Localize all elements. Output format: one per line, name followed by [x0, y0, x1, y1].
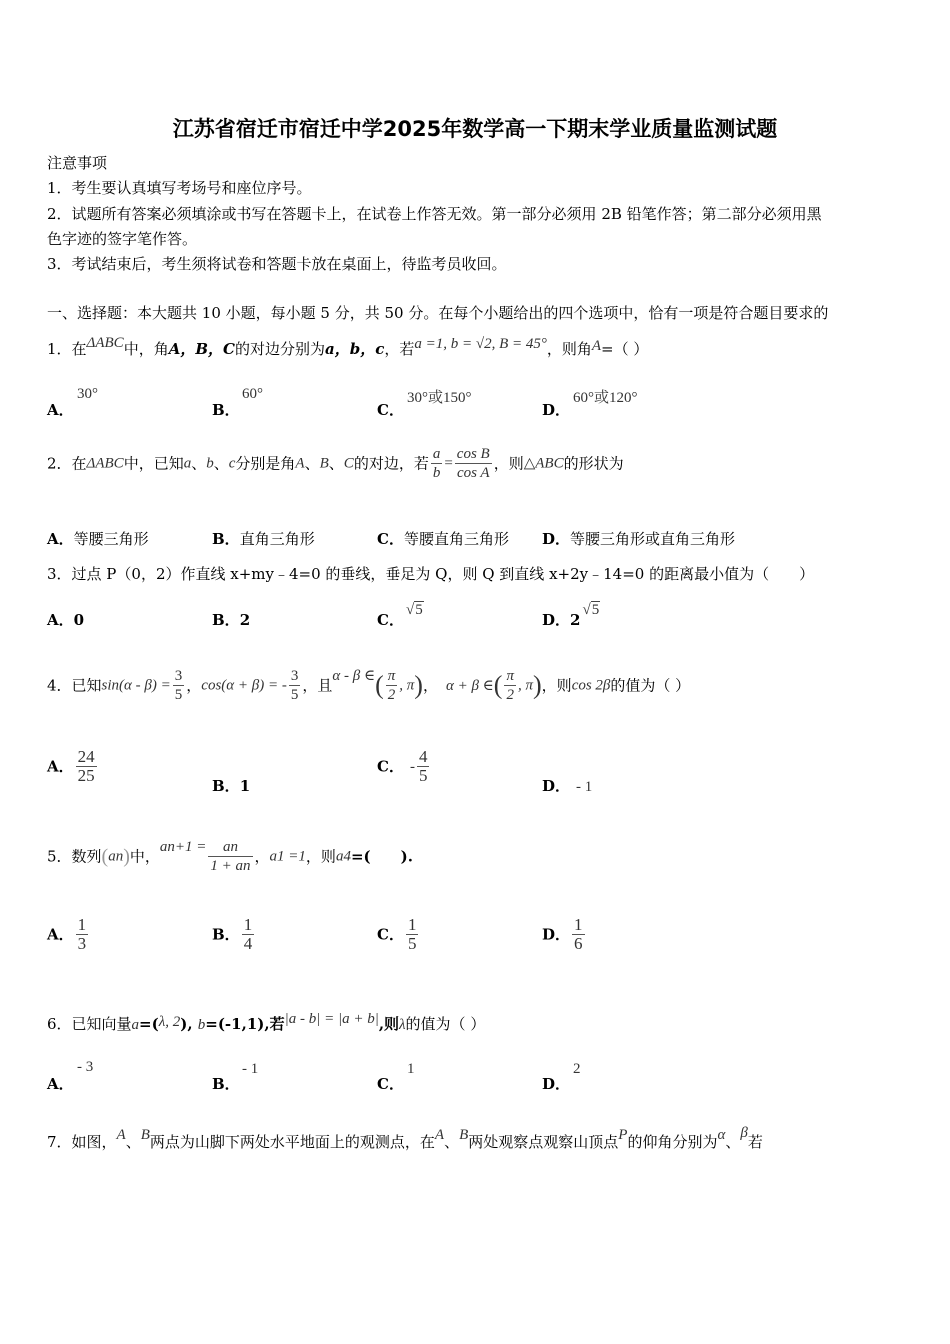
math-var: C	[343, 455, 354, 472]
math-vector: a	[131, 1017, 140, 1033]
math-triangle: ΔABC	[86, 335, 124, 351]
question-text: =( ).	[350, 847, 413, 866]
math-expression: α - β ∈	[332, 668, 376, 684]
separator: 、	[725, 1133, 741, 1151]
math-expression: a1 =1	[269, 848, 306, 865]
question-text: 两处观察点观察山顶点	[468, 1133, 619, 1151]
page-title: 江苏省宿迁市宿迁中学2025年数学高一下期末学业质量监测试题	[172, 117, 778, 141]
question-number: 1．在	[47, 340, 87, 358]
separator: ，	[254, 847, 270, 866]
question-text: 的对边，若	[353, 454, 429, 473]
math-expression: α + β ∈	[445, 677, 494, 694]
question-text: 的值为（ ）	[405, 1015, 486, 1033]
question-text: ，则	[305, 847, 336, 866]
notice-heading: 注意事项	[47, 154, 108, 172]
fraction: $\frac{\text{cos B}}{\text{cos A}}$	[456, 446, 490, 481]
question-text: 分别是角	[235, 454, 296, 473]
question-7	[47, 1125, 763, 1152]
question-text: 的形状为	[563, 454, 624, 473]
math-var: λ	[399, 1017, 406, 1033]
math-expression: , π	[517, 677, 533, 694]
math-var: α	[717, 1127, 726, 1143]
separator: 、	[328, 454, 344, 473]
question-number: 5．数列	[47, 847, 102, 866]
math-triangle: △ABC	[523, 455, 564, 472]
math-var: B	[140, 1127, 150, 1143]
separator: ，	[186, 676, 202, 695]
math-var: c	[228, 455, 236, 472]
question-text: =（ ）	[601, 340, 649, 358]
fraction: $\frac{\pi}{2}$	[387, 668, 396, 703]
question-1	[47, 335, 649, 359]
question-text: ，若	[384, 340, 415, 358]
fraction: $\frac{an}{1 + an}$	[210, 839, 251, 874]
notice-item: 2．试题所有答案必须填涂或书写在答题卡上，在试卷上作答无效。第一部分必须用 2B 铅笔作答；第二部分必须用黑	[47, 205, 822, 223]
fraction: $\frac{3}{5}$	[174, 668, 183, 703]
option-label: A．	[47, 1075, 74, 1093]
math-var: b	[206, 455, 214, 472]
option-label: B．	[212, 1075, 240, 1093]
option: A．0	[47, 611, 85, 629]
question-2	[47, 445, 624, 482]
option: B．直角三角形	[212, 530, 315, 548]
question-5: 5．数列(an)中，an+1 = $\frac{an}{1 + an}$ ，a1 =1，则a4=( ).	[47, 839, 413, 874]
notice-item: 1．考生要认真填写考场号和座位序号。	[47, 179, 312, 197]
question-4: 4．已知sin(α - β) = $\frac{3}{5}$ ，cos(α + β) = - $\frac{3}{5}$ ，且α - β ∈( $\frac{\pi}{2}$ , π)， α + β ∈( $\frac{\pi}{2}$ , π)，则cos 2β的值为（ ）	[47, 668, 691, 703]
question-text: =(-1,1),若	[205, 1015, 285, 1033]
option-label: A．	[47, 401, 74, 419]
math-var: A	[591, 338, 602, 354]
math-var: a	[183, 455, 192, 472]
option-value: 60°	[242, 386, 263, 402]
question-text: ),	[180, 1015, 198, 1033]
option-value: 60°或120°	[573, 390, 638, 406]
separator: ，	[422, 676, 438, 695]
question-text: 的仰角分别为	[627, 1133, 718, 1151]
math-angles: A，B，C	[168, 340, 235, 358]
separator: 、	[213, 454, 229, 473]
question-text: 的值为（ ）	[610, 676, 691, 695]
math-sequence: an	[108, 848, 124, 865]
math-expression: , π	[399, 677, 415, 694]
question-6	[47, 1013, 485, 1034]
option: C． - $\frac{4}{5}$	[377, 747, 428, 785]
option: D．等腰三角形或直角三角形	[542, 530, 736, 548]
option: C． $\frac{1}{5}$	[377, 915, 417, 953]
question-3: 3．过点 P（0，2）作直线 x+my﹣4=0 的垂线，垂足为 Q，则 Q 到直线 x+2y﹣14=0 的距离最小值为（ ）	[47, 565, 815, 583]
option: B．2	[212, 611, 251, 629]
math-var: P	[618, 1127, 628, 1143]
option-label: B．	[212, 401, 240, 419]
option-value: - 1	[242, 1061, 259, 1077]
separator: 、	[304, 454, 320, 473]
math-var: B	[459, 1127, 469, 1143]
fraction: $\frac{a}{b}$	[432, 446, 441, 481]
section-heading: 一、选择题：本大题共 10 小题，每小题 5 分，共 50 分。在每个小题给出的四个选项中，恰有一项是符合题目要求的	[47, 304, 829, 322]
math-var: A	[434, 1127, 445, 1143]
notice-item: 3．考试结束后，考生须将试卷和答题卡放在桌面上，待监考员收回。	[47, 255, 507, 273]
option: D． $\frac{1}{6}$	[542, 915, 583, 953]
math-triangle: ΔABC	[86, 455, 124, 472]
option-value: 30°或150°	[407, 390, 472, 406]
question-text: 中，角	[123, 340, 169, 358]
fraction: $\frac{3}{5}$	[290, 668, 299, 703]
option: A． $\frac{24}{25}$	[47, 747, 95, 785]
math-condition: |a - b| = |a + b|	[284, 1011, 379, 1027]
math-expression: λ, 2	[158, 1014, 181, 1030]
option: A． $\frac{1}{3}$	[47, 915, 87, 953]
option-label: D．	[542, 1075, 571, 1093]
option: B． $\frac{1}{4}$	[212, 915, 253, 953]
separator: 、	[125, 1133, 141, 1151]
math-condition: a =1, b = √2, B = 45°	[414, 336, 547, 352]
math-expression: an+1 =	[159, 839, 207, 855]
math-var: A	[295, 455, 305, 472]
fraction: $\frac{\pi}{2}$	[506, 668, 514, 703]
separator: 、	[191, 454, 207, 473]
question-text: ，则角	[546, 340, 592, 358]
notice-item: 色字迹的签字笔作答。	[47, 230, 198, 248]
option: D． - 1	[542, 777, 593, 795]
math-vector: b	[197, 1017, 206, 1033]
option-label: C．	[377, 1075, 404, 1093]
option-label: C．	[377, 401, 404, 419]
option-value: - 3	[77, 1059, 94, 1075]
question-number: 2．在	[47, 454, 87, 473]
option-value: 2	[573, 1061, 581, 1077]
question-text: 两点为山脚下两处水平地面上的观测点，在	[149, 1133, 435, 1151]
math-var: B	[319, 455, 329, 472]
question-number: 7．如图，	[47, 1133, 117, 1151]
option-value: 30°	[77, 386, 98, 402]
equals-sign: =	[444, 455, 453, 472]
math-var: β	[740, 1125, 748, 1141]
math-expression: cos(α + β) = -	[201, 677, 287, 694]
question-text: ,则	[378, 1015, 400, 1033]
question-number: 4．已知	[47, 676, 102, 695]
option: A．等腰三角形	[47, 530, 149, 548]
question-text: ，则	[493, 454, 524, 473]
question-text: 的对边分别为	[234, 340, 325, 358]
math-var: A	[116, 1127, 126, 1143]
math-var: a4	[335, 848, 351, 865]
option-value: 1	[407, 1061, 415, 1077]
option: C．等腰直角三角形	[377, 530, 509, 548]
question-text: 中，已知	[123, 454, 184, 473]
question-text: 若	[747, 1133, 763, 1151]
math-sides: a，b，c	[324, 340, 385, 358]
separator: 、	[444, 1133, 460, 1151]
question-text: ，且	[302, 676, 333, 695]
question-text: ，则	[541, 676, 572, 695]
option: B．1	[212, 777, 251, 795]
option-label: D．	[542, 401, 571, 419]
question-text: 中，	[129, 847, 160, 866]
question-text: =(	[139, 1015, 159, 1033]
question-number: 6．已知向量	[47, 1015, 132, 1033]
option: D．2√5	[542, 602, 600, 629]
math-expression: sin(α - β) =	[101, 677, 171, 694]
option: C．√5	[377, 602, 423, 629]
math-expression: cos 2β	[571, 677, 611, 694]
